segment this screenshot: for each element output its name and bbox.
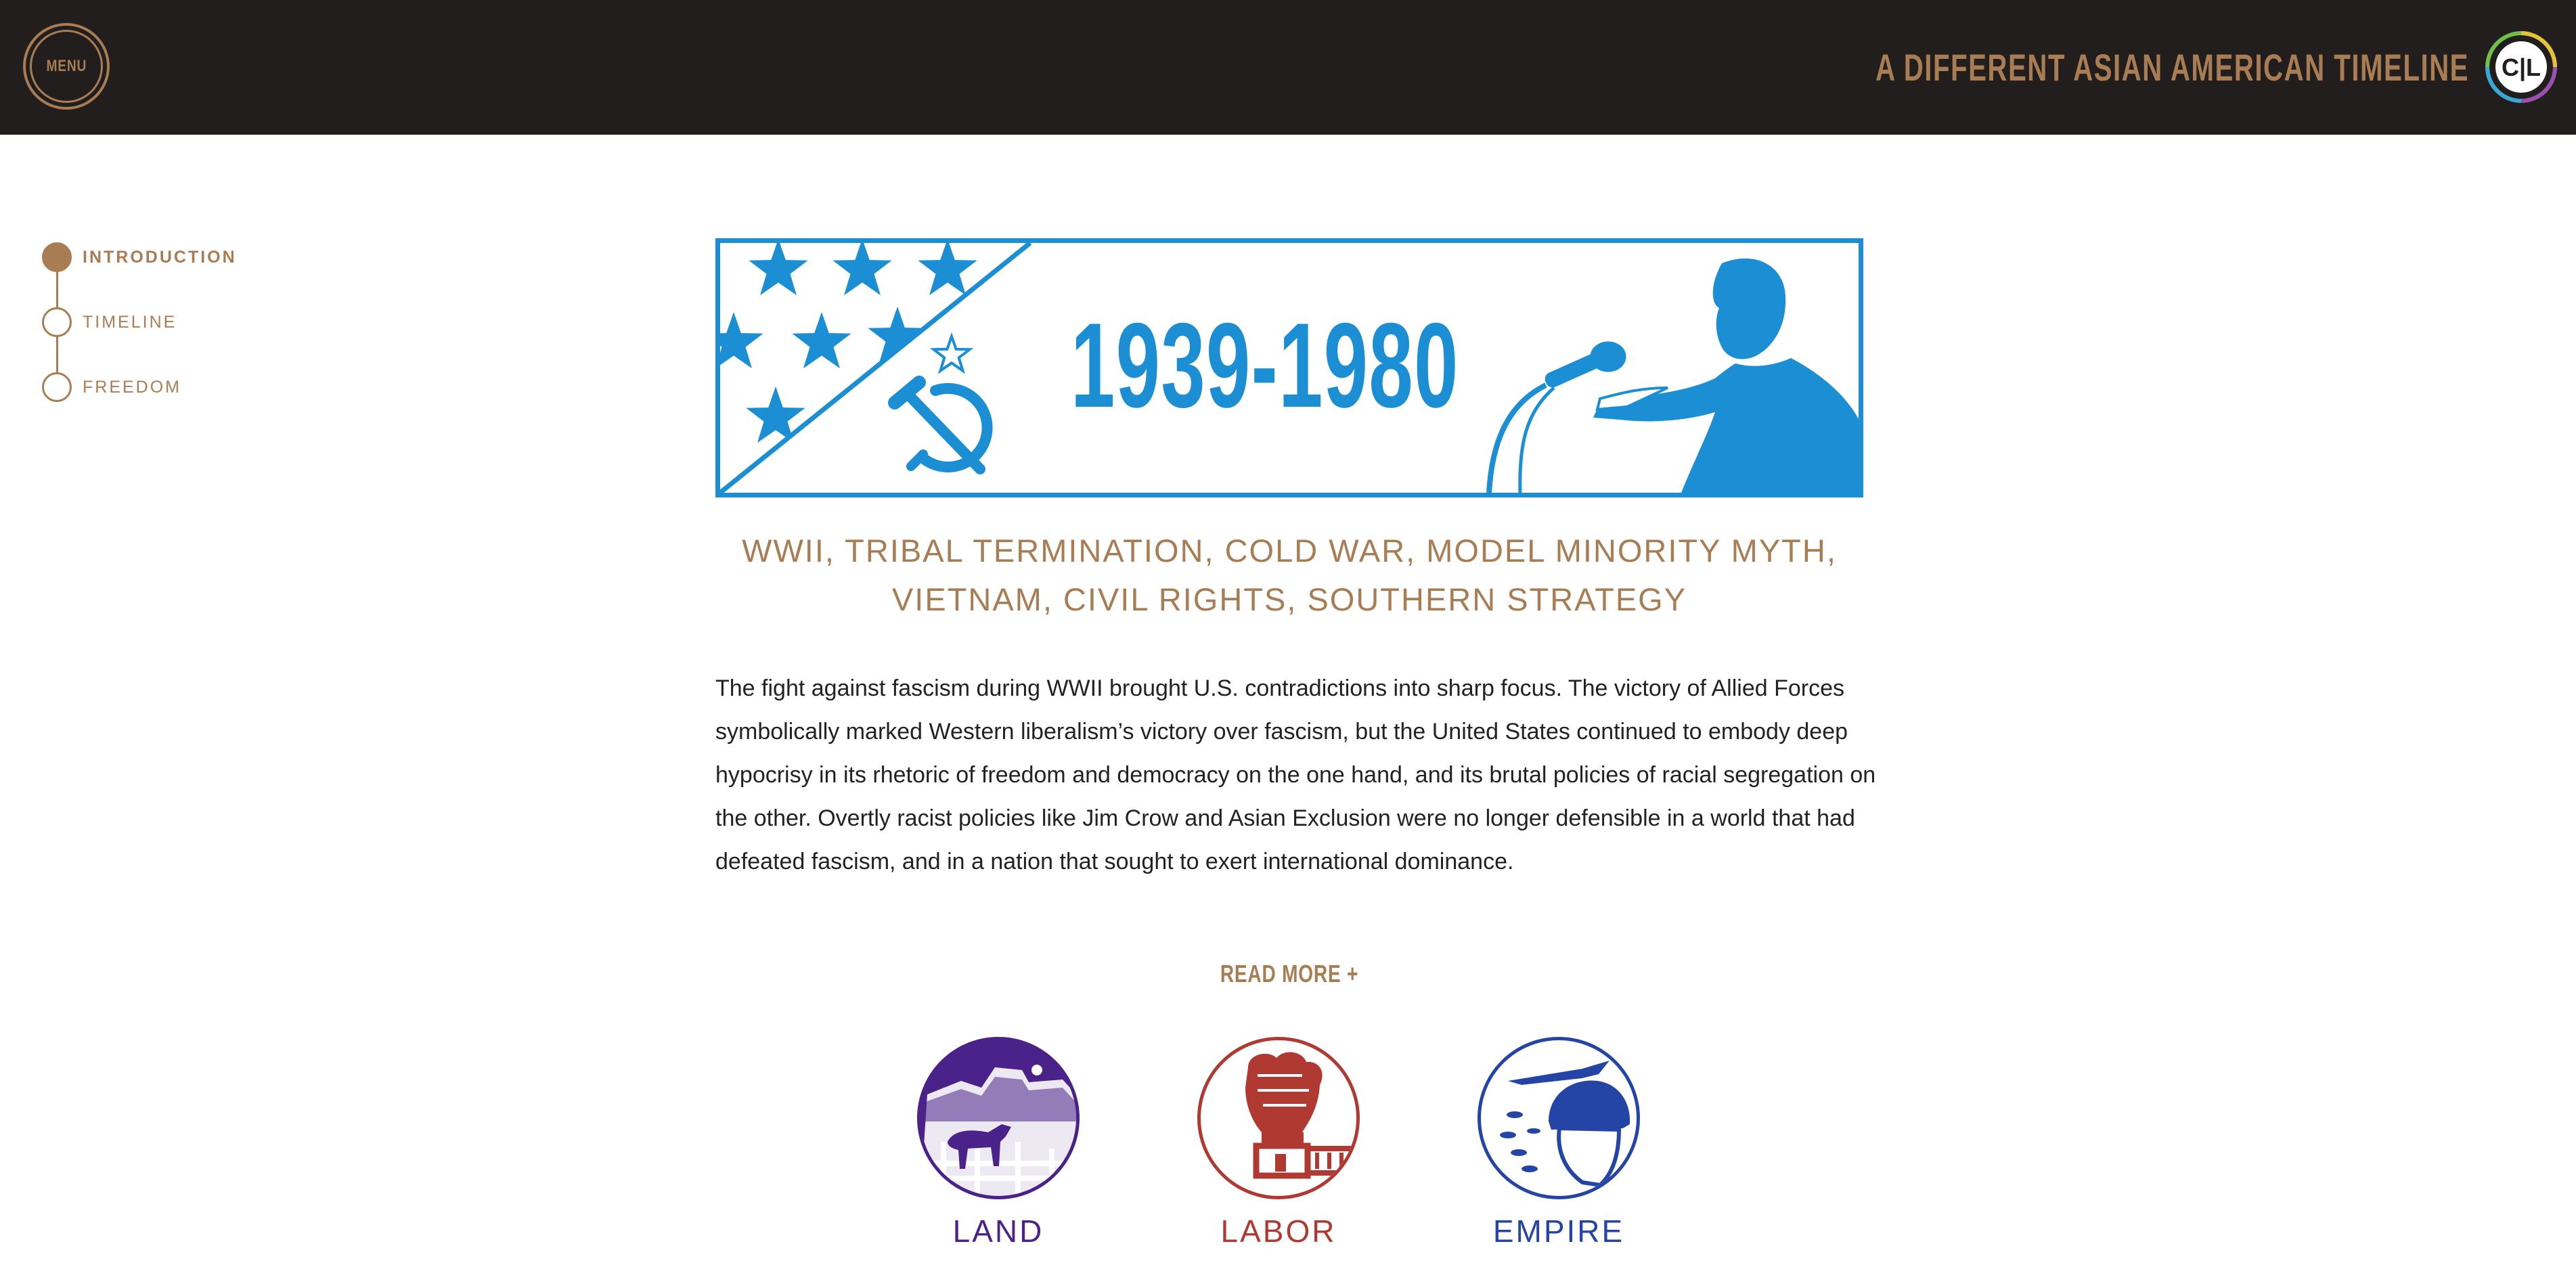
top-bar: [0, 0, 2576, 135]
era-subtitle: [715, 527, 1863, 624]
site-logo-icon[interactable]: [2485, 31, 2557, 103]
theme-label: LABOR: [1220, 1214, 1337, 1249]
nav-item-label: FREEDOM: [83, 377, 181, 397]
nav-item-introduction[interactable]: [42, 242, 237, 272]
horse-landscape-icon: [917, 1037, 1080, 1199]
theme-land[interactable]: [914, 1037, 1083, 1249]
raised-fist-icon: [1197, 1037, 1360, 1199]
theme-label: EMPIRE: [1492, 1214, 1625, 1249]
soldier-helmet-icon: [1478, 1037, 1640, 1199]
nav-dot-icon: [42, 307, 72, 337]
read-more-button[interactable]: [715, 960, 1863, 988]
era-subtitle-line: WWII, TRIBAL TERMINATION, COLD WAR, MODEL MINORITY MYTH,: [742, 533, 1837, 569]
theme-empire[interactable]: [1474, 1037, 1643, 1249]
nav-dot-icon: [42, 372, 72, 402]
nav-item-timeline[interactable]: [42, 307, 177, 337]
read-more-label: READ MORE +: [1220, 960, 1359, 987]
logo-text: C|L: [2501, 53, 2541, 81]
nav-item-label: INTRODUCTION: [83, 247, 237, 267]
era-year-range: 1939-1980: [1071, 298, 1459, 432]
theme-labor[interactable]: [1194, 1037, 1363, 1249]
nav-item-label: TIMELINE: [83, 312, 177, 332]
menu-label: MENU: [46, 57, 87, 75]
era-subtitle-line: VIETNAM, CIVIL RIGHTS, SOUTHERN STRATEGY: [891, 581, 1687, 617]
era-banner: [715, 238, 1863, 497]
theme-label: LAND: [952, 1214, 1044, 1249]
nav-item-freedom[interactable]: [42, 372, 181, 402]
nav-dot-icon: [42, 242, 72, 272]
site-title[interactable]: A DIFFERENT ASIAN AMERICAN TIMELINE: [1875, 46, 2469, 89]
intro-paragraph: The fight against fascism during WWII brought U.S. contradictions into sharp focus. The victory of Allied Forces symbolically marked Western liberalism’s victory over fascism, but the United States continued to embody deep hypocrisy in its rhetoric of freedom and democracy on the one hand, and its brutal policies of racial segregation on the other. Overtly racist policies like Jim Crow and Asian Exclusion were no longer defensible in a world that had defeated fascism, and in a nation that sought to exert international dominance.: [715, 675, 1876, 874]
menu-button[interactable]: [23, 23, 110, 110]
